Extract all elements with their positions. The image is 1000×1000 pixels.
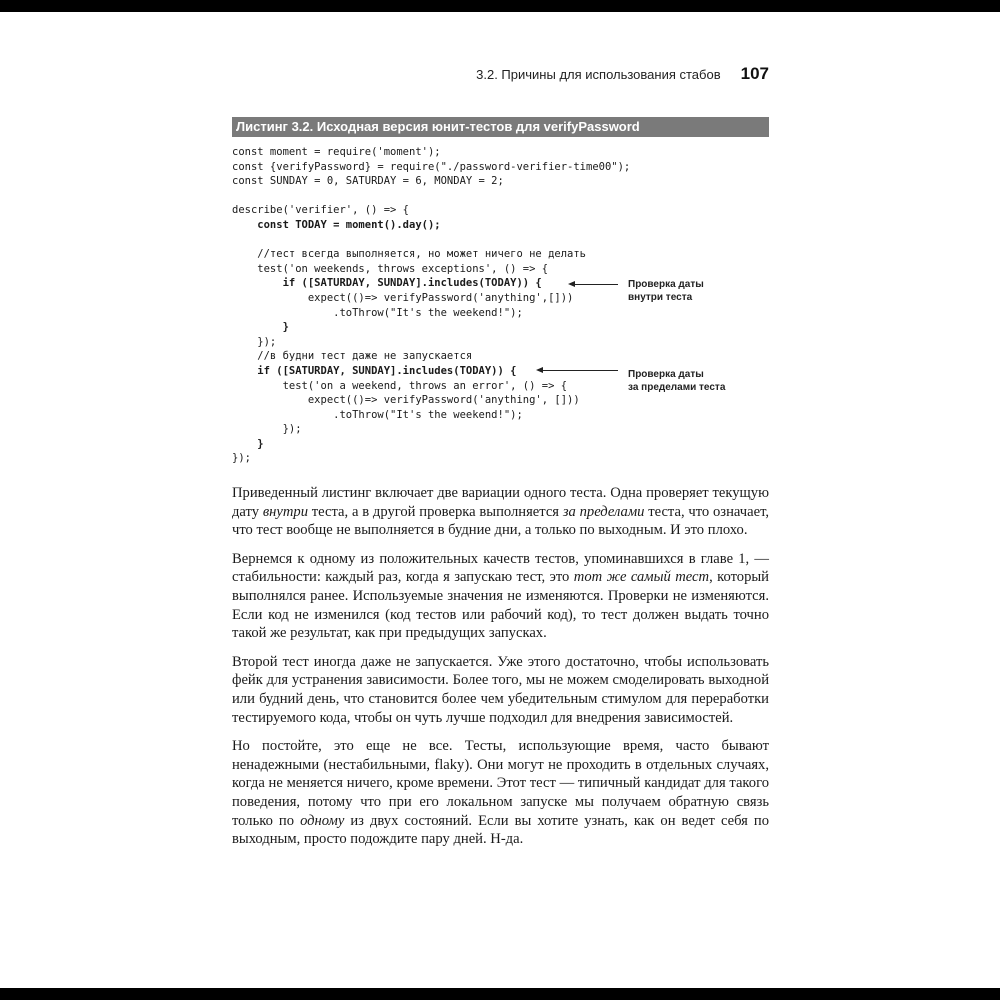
code-line: const TODAY = moment().day(); (232, 218, 441, 231)
code-line: } (232, 321, 289, 334)
code-line: test('on weekends, throws exceptions', () => { (232, 262, 549, 275)
code-line: expect(()=> verifyPassword('anything',[])) (232, 291, 574, 304)
annotation-inside: Проверка даты внутри теста (628, 279, 704, 303)
code-line: const SUNDAY = 0, SATURDAY = 6, MONDAY = 2; (232, 175, 504, 188)
paragraph: Вернемся к одному из положительных качеств тестов, упоминавшихся в главе 1, — стабильности: каждый раз, когда я запускаю тест, это тот же самый тест, который выполнялся ранее. Используемые значения не изменяются. Проверки не изменяются. Если код не изменился (код тестов или рабочий код), то тест должен выдать точно такой же результат, как при предыдущих запусках. (232, 550, 769, 642)
code-line: .toThrow("It's the weekend!"); (232, 408, 523, 421)
annotation-outside: Проверка даты за пределами теста (628, 369, 726, 393)
listing-title: Листинг 3.2. Исходная версия юнит-тестов для verifyPassword (232, 117, 769, 137)
code-line: }); (232, 452, 251, 465)
body-text (232, 484, 769, 859)
code-line: //тест всегда выполняется, но может ничего не делать (232, 248, 587, 261)
code-line: .toThrow("It's the weekend!"); (232, 306, 523, 319)
code-line: describe('verifier', () => { (232, 204, 410, 217)
code-line: const moment = require('moment'); (232, 146, 441, 158)
running-section-title: 3.2. Причины для использования стабов (476, 67, 721, 82)
page-number: 107 (740, 64, 769, 83)
code-line: if ([SATURDAY, SUNDAY].includes(TODAY)) { (232, 277, 542, 290)
annotation-arrow-inside (574, 284, 618, 285)
top-border (0, 0, 1000, 12)
code-line: const {verifyPassword} = require("./password-verifier-time00"); (232, 160, 631, 173)
bottom-border (0, 988, 1000, 1000)
code-line: }); (232, 335, 277, 348)
code-line: expect(()=> verifyPassword('anything', [])) (232, 394, 580, 407)
page-header (232, 64, 769, 88)
annotation-arrow-outside (542, 370, 618, 371)
code-line: } (232, 437, 264, 450)
paragraph: Второй тест иногда даже не запускается. Уже этого достаточно, чтобы использовать фейк для устранения зависимости. Более того, мы не можем смоделировать выходной или будний день, что становится более чем убедительным стимулом для переработки тестируемого кода, чтобы он чуть лучше подходил для внедрения зависимостей. (232, 653, 769, 726)
code-line (232, 189, 630, 204)
code-line: //в будни тест даже не запускается (232, 350, 473, 363)
code-line: test('on a weekend, throws an error', () => { (232, 379, 568, 392)
code-line (232, 233, 630, 248)
paragraph: Но постойте, это еще не все. Тесты, использующие время, часто бывают ненадежными (нестабильными, flaky). Они могут не проходить в отдельных случаях, когда не меняется ничего, кроме времени. Этот тест — типичный кандидат для такого поведения, потому что при его локальном запуске мы получаем обратную связь только по одному из двух состояний. Если вы хотите узнать, как он ведет себя по выходным, просто подождите пару дней. Н-да. (232, 738, 770, 848)
paragraph: Приведенный листинг включает две вариации одного теста. Одна проверяет текущую дату внутри теста, а в другой проверка выполняется за пределами теста, что означает, что тест вообще не выполняется в будние дни, а только по выходным. И это плохо. (232, 485, 769, 539)
code-line: }); (232, 423, 302, 436)
code-listing (232, 145, 630, 466)
code-line: if ([SATURDAY, SUNDAY].includes(TODAY)) { (232, 364, 517, 377)
